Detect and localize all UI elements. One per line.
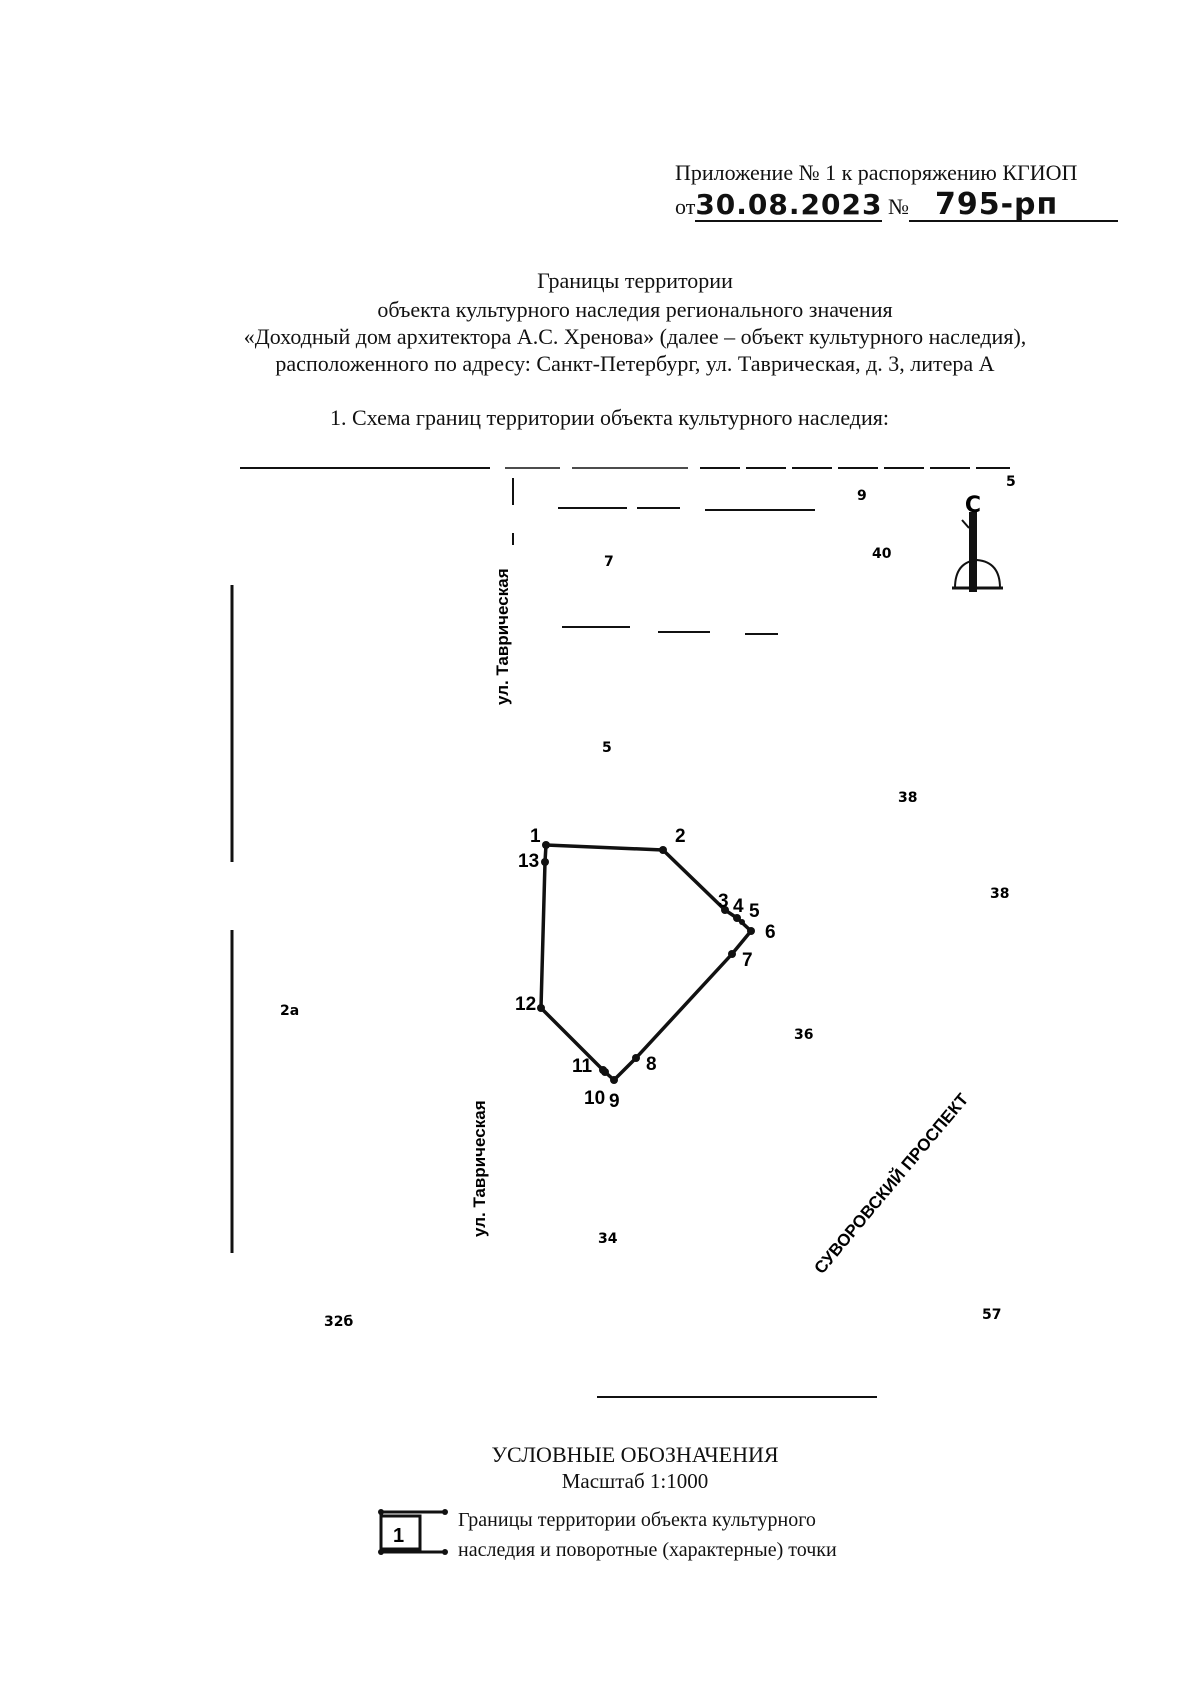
legend-line-2: наследия и поворотные (характерные) точки [458, 1539, 837, 1561]
building-number: 5 [1006, 474, 1016, 490]
point-label: 13 [518, 851, 540, 872]
point-label: 2 [675, 826, 686, 847]
title-line-1: Границы территории [537, 268, 733, 293]
title-line-4: расположенного по адресу: Санкт-Петербург, ул. Таврическая, д. 3, литера А [275, 351, 995, 376]
legend-description [458, 1505, 837, 1565]
building-number: 32б [324, 1314, 354, 1330]
point-label: 11 [572, 1056, 593, 1077]
point-label: 12 [515, 994, 537, 1015]
point-label: 5 [749, 901, 760, 922]
legend-scale: Масштаб 1:1000 [561, 1469, 709, 1493]
street-label-tavricheskaya-bottom: ул. Таврическая [470, 1100, 489, 1237]
point-label: 10 [584, 1088, 606, 1109]
building-number: 40 [872, 546, 892, 562]
building-numbers [280, 474, 1016, 1330]
appendix-reference: Приложение № 1 к распоряжению КГИОП [675, 160, 1078, 185]
point-label: 3 [718, 891, 729, 912]
building-number: 38 [898, 790, 918, 806]
title-line-3: «Доходный дом архитектора А.С. Хренова» (далее – объект культурного наследия), [243, 324, 1027, 349]
street-label-suvorovsky: СУВОРОВСКИЙ ПРОСПЕКТ [810, 1089, 973, 1278]
legend-title: УСЛОВНЫЕ ОБОЗНАЧЕНИЯ [491, 1442, 779, 1467]
from-label: от [675, 194, 696, 219]
street-label-tavricheskaya-top: ул. Таврическая [493, 568, 512, 705]
order-date: 30.08.2023 [695, 188, 883, 221]
building-number: 7 [604, 554, 614, 570]
point-label: 4 [733, 896, 744, 917]
section-heading: 1. Схема границ территории объекта культурного наследия: [330, 405, 890, 430]
building-number: 5 [602, 740, 612, 756]
legend-symbol [378, 1509, 448, 1555]
point-label: 7 [742, 950, 753, 971]
heritage-boundary [541, 845, 751, 1080]
order-number: 795-рп [909, 190, 1118, 222]
boundary-point-labels [515, 826, 776, 1112]
point-label: 6 [765, 922, 776, 943]
legend-sample-number: 1 [393, 1525, 405, 1547]
number-label: № [887, 194, 909, 219]
legend-line-1: Границы территории объекта культурного [458, 1509, 816, 1531]
title-line-2: объекта культурного наследия регионального значения [377, 297, 893, 322]
building-number: 34 [598, 1231, 618, 1247]
compass-letter: С [964, 493, 982, 518]
building-outlines [558, 508, 815, 634]
point-label: 1 [530, 826, 541, 847]
building-number: 9 [857, 488, 867, 504]
point-label: 8 [646, 1054, 657, 1075]
point-label: 9 [609, 1091, 620, 1112]
building-number: 38 [990, 886, 1010, 902]
building-number: 57 [982, 1307, 1002, 1323]
building-number: 36 [794, 1027, 814, 1043]
building-number: 2а [280, 1003, 300, 1019]
north-arrow-icon [952, 493, 1003, 592]
